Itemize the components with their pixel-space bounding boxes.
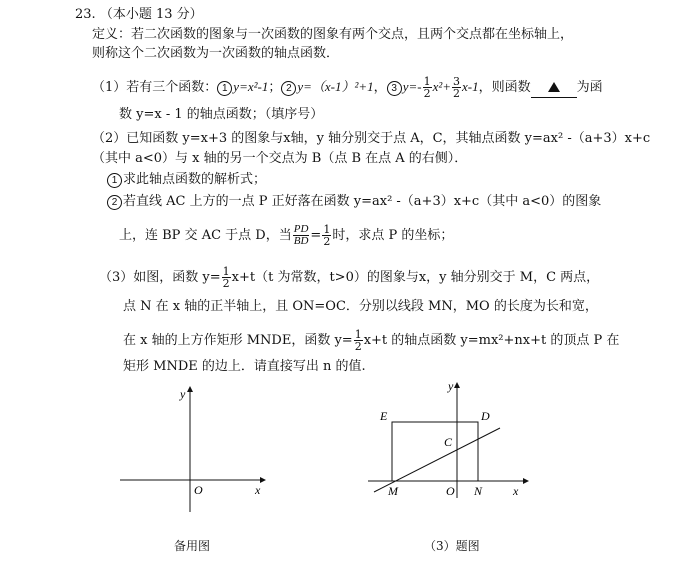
fraction-denominator: 2 <box>323 235 331 248</box>
fraction-numerator: 1 <box>323 223 331 236</box>
answer-blank[interactable] <box>531 79 577 98</box>
fraction-one-half <box>354 329 363 352</box>
point-c-label: C <box>444 435 453 449</box>
fraction-denominator: BD <box>293 235 309 247</box>
fraction-pd-bd <box>293 224 310 247</box>
fraction-denominator: 2 <box>222 277 230 290</box>
part2-sub2-line2-a: 上，连 BP 交 AC 于点 D，当 <box>119 228 292 243</box>
part2-line-2: （其中 a<0）与 x 轴的另一个交点为 B（点 B 在点 A 的右侧）． <box>92 151 468 166</box>
problem-header <box>75 6 203 24</box>
circled-number: 3 <box>387 81 402 96</box>
fraction-numerator: 1 <box>222 265 230 278</box>
x-axis-arrow <box>523 478 529 484</box>
fraction-numerator: 3 <box>453 75 461 88</box>
problem-number: 23. <box>75 7 96 22</box>
circled-number: 1 <box>107 173 122 188</box>
part1-tail: 为函 <box>576 80 603 95</box>
definition-line-2: 则称这个二次函数为一次函数的轴点函数． <box>92 46 340 61</box>
problem-score: （本小题 13 分） <box>99 7 203 22</box>
circled-number: 2 <box>281 81 296 96</box>
point-d-label: D <box>481 409 490 423</box>
part3-line-1 <box>99 266 599 289</box>
part2-sub1-text: 求此轴点函数的解析式； <box>123 172 267 187</box>
part3-line-2: 点 N 在 x 轴的正半轴上，且 ON=OC．分别以线段 MN，MO 的长度为长和宽， <box>123 299 598 314</box>
option3-expr-c: x-1 <box>462 79 479 94</box>
fraction-numerator: 1 <box>423 75 431 88</box>
option1-expr: y=x²-1 <box>233 79 269 94</box>
part2-sub1 <box>107 171 266 189</box>
y-axis-arrow <box>454 382 460 388</box>
definition-line-1: 定义：若二次函数的图象与一次函数的图象有两个交点，且两个交点都在坐标轴上， <box>92 27 574 42</box>
part1-line-2: 数 y=x - 1 的轴点函数；（填序号） <box>119 107 324 122</box>
separator: ； <box>268 80 282 95</box>
fraction-denominator: 2 <box>453 87 461 100</box>
part1-line-1 <box>92 76 603 99</box>
fraction-three-halves <box>452 76 461 99</box>
part3-line3-b: x+t 的轴点函数 y=mx²+nx+t 的顶点 P 在 <box>363 333 620 348</box>
part2-sub2-line-2 <box>119 224 453 247</box>
fraction-one-half <box>222 266 231 289</box>
fraction-one-half <box>322 224 331 247</box>
part1-label: （1） <box>92 80 127 95</box>
rectangle-mnde <box>392 422 478 481</box>
part1-intro: 若有三个函数： <box>126 80 218 95</box>
y-label: y <box>180 387 186 401</box>
circled-number: 2 <box>107 195 122 210</box>
circled-number: 1 <box>217 81 232 96</box>
x-label: x <box>255 483 261 497</box>
part3-line3-a: 在 x 轴的上方作矩形 MNDE，函数 y= <box>123 333 353 348</box>
part3-label: （3） <box>99 270 134 285</box>
part1-after: ，则函数 <box>478 80 531 95</box>
part3-line1-a: 如图，函数 y= <box>133 270 221 285</box>
fraction-numerator: PD <box>293 223 309 235</box>
point-e-label: E <box>380 409 388 423</box>
part2-sub2-text: 若直线 AC 上方的一点 P 正好落在函数 y=ax² -（a+3）x+c（其中 a<0）的图象 <box>123 194 602 209</box>
option3-expr-a: y=- <box>402 79 422 94</box>
part2-text-1: 已知函数 y=x+3 的图象与x轴，y 轴分别交于点 A，C，其轴点函数 y=ax² -（a+3）x+c <box>126 131 651 146</box>
separator: ， <box>373 80 387 95</box>
line-y-half-x-plus-t <box>374 428 500 492</box>
part3-line-3 <box>123 329 619 352</box>
fraction-denominator: 2 <box>354 340 362 353</box>
part2-label: （2） <box>92 131 127 146</box>
equals-sign: = <box>310 228 322 243</box>
spare-figure-caption: 备用图 <box>174 539 211 553</box>
part3-line1-b: x+t（t 为常数，t>0）的图象与x，y 轴分别交于 M，C 两点， <box>231 270 600 285</box>
y-label: y <box>448 379 454 393</box>
point-n-label: N <box>474 484 483 498</box>
y-axis-arrow <box>187 386 193 392</box>
problem3-figure <box>360 378 530 508</box>
part2-sub2-line2-b: 时，求点 P 的坐标； <box>332 228 454 243</box>
origin-label: O <box>446 484 455 498</box>
part3-line-4: 矩形 MNDE 的边上．请直接写出 n 的值. <box>123 359 366 374</box>
fraction-one-half <box>423 76 432 99</box>
fraction-numerator: 1 <box>354 328 362 341</box>
x-axis-arrow <box>260 477 266 483</box>
point-m-label: M <box>388 484 398 498</box>
origin-label: O <box>194 483 203 497</box>
fraction-denominator: 2 <box>423 87 431 100</box>
x-label: x <box>513 484 519 498</box>
option3-expr-b: x²+ <box>432 79 452 94</box>
problem3-figure-caption: （3）题图 <box>424 539 480 553</box>
triangle-icon <box>548 82 560 92</box>
spare-axes-figure <box>110 380 280 520</box>
part2-line-1 <box>92 130 650 148</box>
option2-expr: y=（x-1）²+1 <box>297 79 374 94</box>
part2-sub2 <box>107 193 601 211</box>
